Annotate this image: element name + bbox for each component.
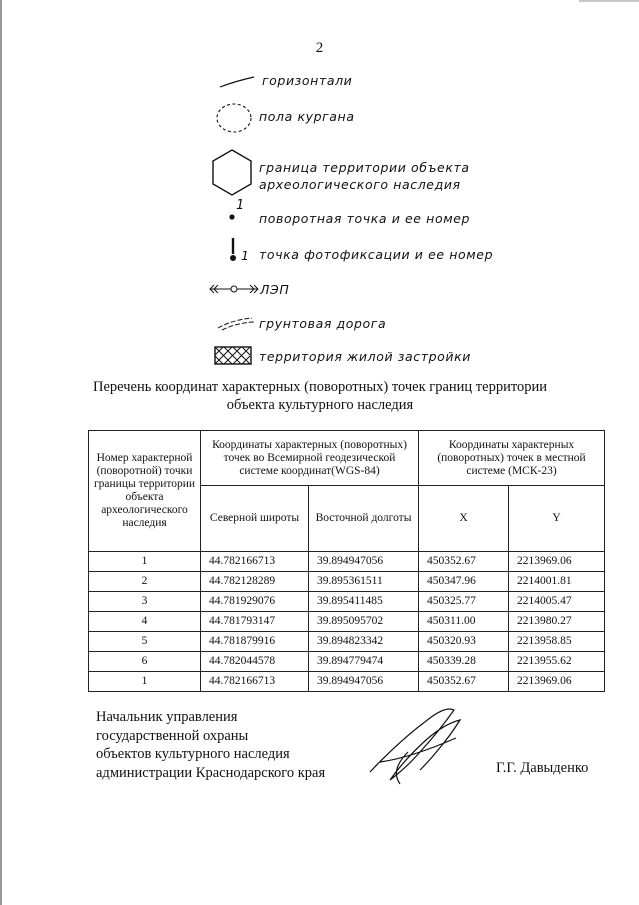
turn-point-icon: [226, 210, 240, 224]
legend-label-mound: пола кургана: [259, 109, 355, 124]
table-row: [89, 632, 605, 652]
position-line-1: Начальник управления: [96, 709, 238, 725]
cell-x: 450339.28: [419, 652, 509, 672]
cell-x: 450352.67: [419, 672, 509, 692]
handwritten-signature: [360, 700, 470, 790]
cell-y: 2213955.62: [509, 652, 605, 672]
cell-y: 2213969.06: [509, 672, 605, 692]
cell-point-number: 1: [89, 552, 201, 572]
header-msk23: Координаты характерных (поворотных) точек в местной системе (МСК-23): [419, 431, 605, 486]
table-header-row: [89, 431, 605, 486]
contour-line-icon: [218, 72, 258, 92]
table-row: [89, 552, 605, 572]
header-x: X: [419, 486, 509, 552]
table-body: [89, 552, 605, 692]
legend-label-dirt-road: грунтовая дорога: [259, 316, 387, 331]
table-caption: [40, 378, 600, 414]
cell-latitude: 44.782128289: [201, 572, 309, 592]
dashed-circle-icon: [214, 101, 254, 135]
cell-point-number: 1: [89, 672, 201, 692]
photo-point-icon: [226, 234, 242, 264]
cell-y: 2213969.06: [509, 552, 605, 572]
cell-longitude: 39.894823342: [309, 632, 419, 652]
hexagon-icon: [210, 148, 254, 198]
position-line-3: объектов культурного наследия: [96, 746, 290, 762]
position-line-4: администрации Краснодарского края: [96, 764, 326, 781]
header-point-number: Номер характерной (поворотной) точки границы территории объекта археологического наследия: [89, 431, 201, 552]
power-line-icon: [208, 282, 260, 296]
cell-latitude: 44.782044578: [201, 652, 309, 672]
caption-line-2: объекта культурного наследия: [226, 397, 414, 413]
cell-latitude: 44.782166713: [201, 552, 309, 572]
cell-longitude: 39.895361511: [309, 572, 419, 592]
caption-line-1: Перечень координат характерных (поворотных) точек границ территории: [92, 379, 548, 395]
cell-latitude: 44.781793147: [201, 612, 309, 632]
legend-label-photo-point: точка фотофиксации и ее номер: [259, 247, 494, 262]
photo-point-number: 1: [241, 248, 250, 263]
cell-latitude: 44.781879916: [201, 632, 309, 652]
table-row: [89, 572, 605, 592]
cell-y: 2214005.47: [509, 592, 605, 612]
legend-label-contours: горизонтали: [262, 73, 353, 88]
cell-x: 450320.93: [419, 632, 509, 652]
table-row: [89, 652, 605, 672]
cell-y: 2214001.81: [509, 572, 605, 592]
header-north-latitude: Северной широты: [201, 486, 309, 552]
cell-x: 450325.77: [419, 592, 509, 612]
table-row: [89, 612, 605, 632]
cell-longitude: 39.895411485: [309, 592, 419, 612]
cell-longitude: 39.895095702: [309, 612, 419, 632]
signature-block: [96, 708, 325, 782]
dirt-road-icon: [214, 314, 258, 332]
cell-y: 2213980.27: [509, 612, 605, 632]
legend-label-boundary-2: археологического наследия: [259, 177, 461, 192]
coordinates-table: [88, 430, 605, 692]
signer-name: Г.Г. Давыденко: [496, 760, 589, 776]
cell-latitude: 44.781929076: [201, 592, 309, 612]
header-y: Y: [509, 486, 605, 552]
cell-longitude: 39.894947056: [309, 672, 419, 692]
legend-label-residential: территория жилой застройки: [259, 349, 472, 364]
legend-label-boundary-1: граница территории объекта: [259, 160, 470, 175]
table-row: [89, 592, 605, 612]
legend-label-turn-point: поворотная точка и ее номер: [259, 211, 471, 226]
cell-latitude: 44.782166713: [201, 672, 309, 692]
cell-point-number: 5: [89, 632, 201, 652]
cell-point-number: 3: [89, 592, 201, 612]
cell-x: 450352.67: [419, 552, 509, 572]
table-row: [89, 672, 605, 692]
cell-point-number: 4: [89, 612, 201, 632]
legend-label-power-line: ЛЭП: [260, 282, 290, 297]
page-number: 2: [315, 40, 324, 56]
cell-y: 2213958.85: [509, 632, 605, 652]
page-edge-line: [0, 0, 2, 905]
cell-point-number: 6: [89, 652, 201, 672]
header-east-longitude: Восточной долготы: [309, 486, 419, 552]
cell-point-number: 2: [89, 572, 201, 592]
crosshatch-icon: [214, 346, 252, 366]
cell-longitude: 39.894779474: [309, 652, 419, 672]
cell-x: 450311.00: [419, 612, 509, 632]
cell-x: 450347.96: [419, 572, 509, 592]
scan-corner-mark: [579, 0, 639, 2]
turn-point-number: 1: [236, 198, 245, 213]
cell-longitude: 39.894947056: [309, 552, 419, 572]
header-wgs84: Координаты характерных (поворотных) точек во Всемирной геодезической системе координат(WGS-84): [201, 431, 419, 486]
position-line-2: государственной охраны: [96, 727, 249, 744]
